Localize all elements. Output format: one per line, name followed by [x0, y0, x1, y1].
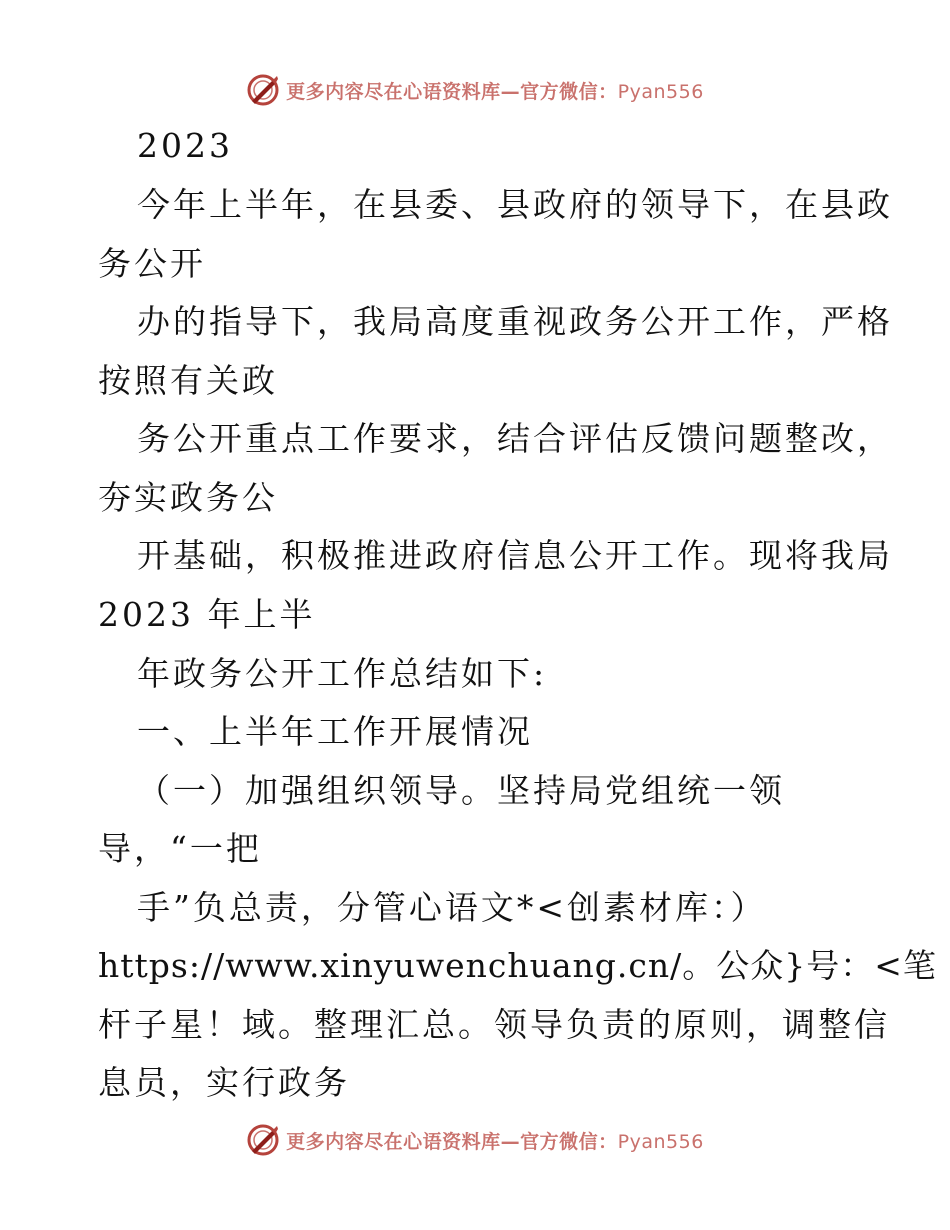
doc-line: https://www.xinyuwenchuang.cn/。公众}号：<笔: [98, 946, 937, 985]
doc-line: 务公开: [98, 244, 206, 283]
doc-line: 办的指导下，我局高度重视政务公开工作，严格: [137, 302, 893, 341]
watermark-footer: [0, 1120, 950, 1160]
doc-line: 手”负总责，分管心语文*<创素材库：）: [137, 888, 767, 927]
doc-line: 今年上半年，在县委、县政府的领导下，在县政: [137, 185, 893, 224]
doc-line: 2023 年上半: [98, 595, 316, 634]
brush-pen-logo-icon: [246, 1123, 280, 1157]
doc-line: 息员，实行政务: [98, 1063, 350, 1102]
doc-line: 导，“一把: [98, 829, 262, 868]
doc-line: 开基础，积极推进政府信息公开工作。现将我局: [137, 536, 893, 575]
doc-line: （一）加强组织领导。坚持局党组统一领: [137, 771, 785, 810]
watermark-text: 更多内容尽在心语资料库—官方微信：Pyan556: [286, 1130, 704, 1153]
doc-line: 年政务公开工作总结如下:: [137, 654, 548, 693]
doc-line: 务公开重点工作要求，结合评估反馈问题整改，: [137, 419, 893, 458]
doc-line: 2023: [137, 126, 233, 165]
doc-line: 按照有关政: [98, 361, 278, 400]
brush-pen-logo-icon: [246, 73, 280, 107]
watermark-text: 更多内容尽在心语资料库—官方微信：Pyan556: [286, 80, 704, 103]
doc-line: 杆子星！域。整理汇总。领导负责的原则，调整信: [98, 1005, 890, 1044]
watermark-header: [0, 70, 950, 110]
doc-line: 一、上半年工作开展情况: [137, 712, 533, 751]
doc-line: 夯实政务公: [98, 478, 278, 517]
